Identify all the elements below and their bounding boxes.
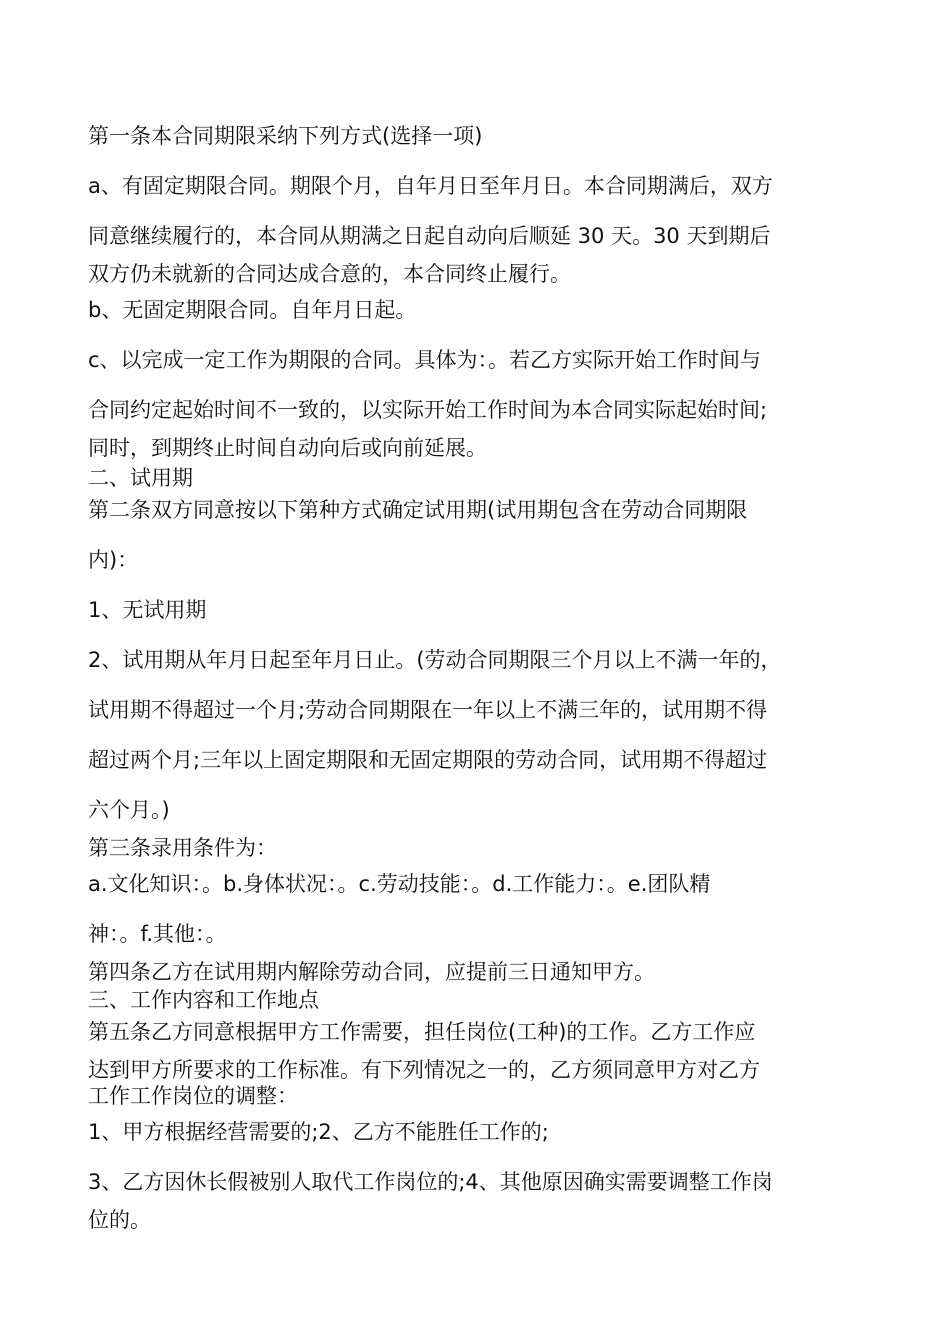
text-line: 第四条乙方在试用期内解除劳动合同，应提前三日通知甲方。: [88, 960, 655, 984]
text-line: 同时，到期终止时间自动向后或向前延展。: [88, 436, 487, 460]
text-line: 工作工作岗位的调整：: [88, 1084, 298, 1108]
text-line: 第二条双方同意按以下第种方式确定试用期(试用期包含在劳动合同期限: [88, 498, 748, 522]
text-line: 双方仍未就新的合同达成合意的，本合同终止履行。: [88, 262, 571, 286]
text-line: 六个月。): [88, 798, 170, 822]
text-line: 1、无试用期: [88, 598, 207, 622]
text-line: 位的。: [88, 1208, 151, 1232]
text-line: a、有固定期限合同。期限个月，自年月日至年月日。本合同期满后，双方: [88, 174, 773, 198]
text-line: 2、试用期从年月日起至年月日止。(劳动合同期限三个月以上不满一年的，: [88, 648, 782, 672]
text-line: 内)：: [88, 548, 139, 572]
text-line: 同意继续履行的，本合同从期满之日起自动向后顺延 30 天。30 天到期后: [88, 224, 771, 248]
text-line: 试用期不得超过一个月;劳动合同期限在一年以上不满三年的，试用期不得: [88, 698, 768, 722]
text-line: 超过两个月;三年以上固定期限和无固定期限的劳动合同，试用期不得超过: [88, 748, 768, 772]
text-line: a.文化知识：。b.身体状况：。c.劳动技能：。d.工作能力：。e.团队精: [88, 872, 711, 896]
text-line: 第一条本合同期限采纳下列方式(选择一项): [88, 124, 483, 148]
text-line: 神：。f.其他：。: [88, 922, 227, 946]
text-line: c、以完成一定工作为期限的合同。具体为：。若乙方实际开始工作时间与: [88, 348, 762, 372]
section-heading: 二、试用期: [88, 466, 193, 490]
section-heading: 三、工作内容和工作地点: [88, 988, 319, 1012]
text-line: 达到甲方所要求的工作标准。有下列情况之一的，乙方须同意甲方对乙方: [88, 1058, 760, 1082]
text-line: 第五条乙方同意根据甲方工作需要，担任岗位(工种)的工作。乙方工作应: [88, 1020, 756, 1044]
text-line: 第三条录用条件为：: [88, 836, 277, 860]
text-line: 3、乙方因休长假被别人取代工作岗位的;4、其他原因确实需要调整工作岗: [88, 1170, 773, 1194]
text-line: 合同约定起始时间不一致的，以实际开始工作时间为本合同实际起始时间;: [88, 398, 768, 422]
text-line: 1、甲方根据经营需要的;2、乙方不能胜任工作的;: [88, 1120, 549, 1144]
text-line: b、无固定期限合同。自年月日起。: [88, 298, 417, 322]
